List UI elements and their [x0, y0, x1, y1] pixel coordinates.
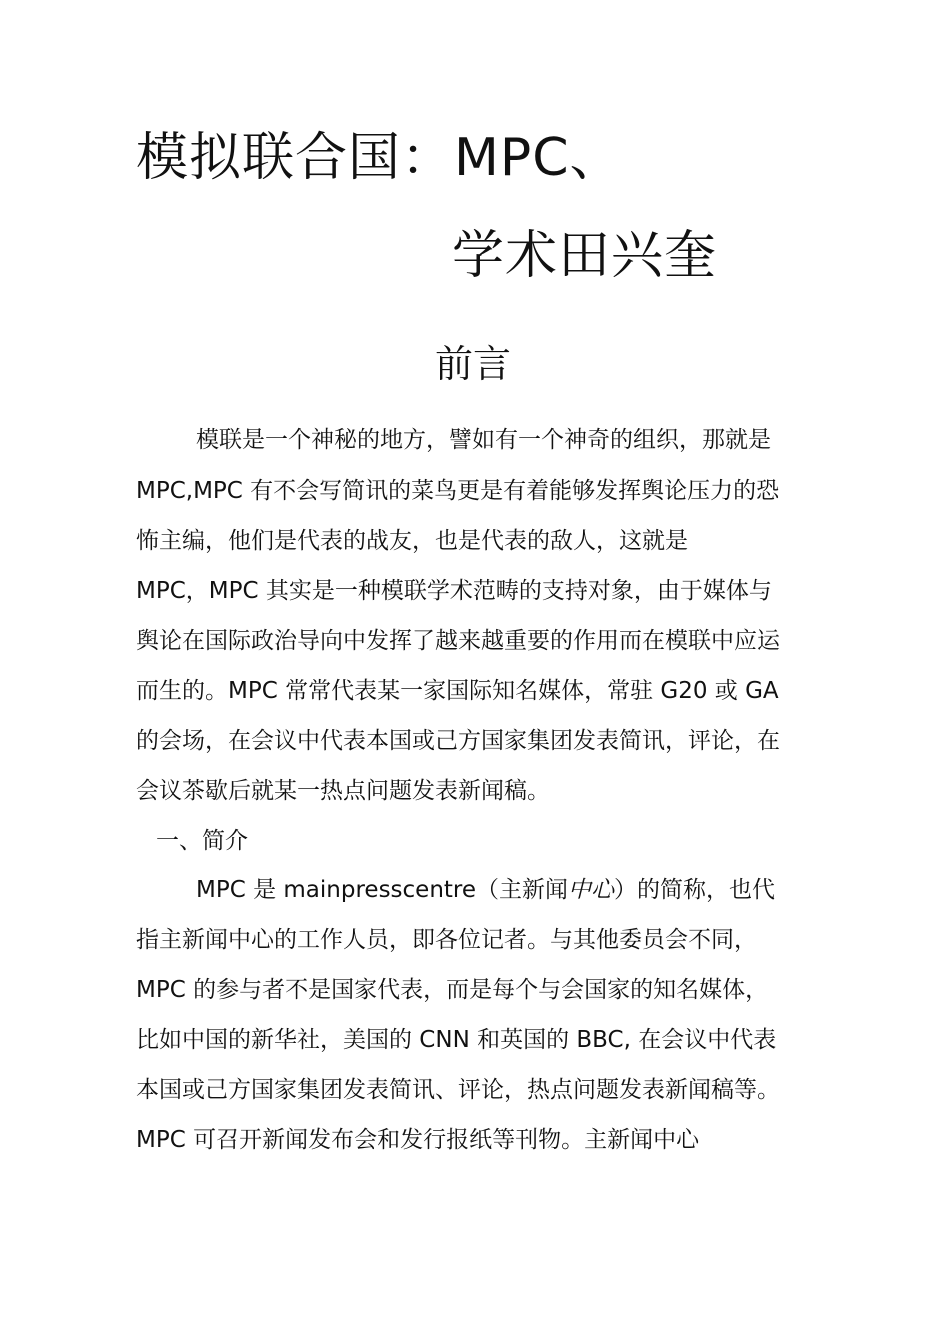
intro-line-5: 本国或己方国家集团发表简讯、评论，热点问题发表新闻稿等。: [136, 1077, 780, 1103]
intro-line-2: 指主新闻中心的工作人员，即各位记者。与其他委员会不同，: [136, 927, 757, 953]
preface-line-2: MPC,MPC 有不会写简讯的菜鸟更是有着能够发挥舆论压力的恐: [136, 478, 780, 504]
intro-line-1-emphasis: 中心: [568, 877, 615, 903]
intro-line-1-part-a: MPC 是 mainpresscentre（主新闻: [196, 877, 569, 903]
intro-line-6: MPC 可召开新闻发布会和发行报纸等刊物。主新闻中心: [136, 1127, 700, 1153]
intro-line-1: [196, 875, 775, 905]
section-1-title: 一、简介: [156, 828, 248, 854]
intro-line-4: 比如中国的新华社，美国的 CNN 和英国的 BBC, 在会议中代表: [136, 1027, 777, 1053]
preface-line-8: 会议茶歇后就某一热点问题发表新闻稿。: [136, 778, 550, 804]
document-title-line-1: 模拟联合国：MPC、: [136, 128, 623, 188]
intro-line-3: MPC 的参与者不是国家代表，而是每个与会国家的知名媒体，: [136, 977, 769, 1003]
preface-line-4: MPC，MPC 其实是一种模联学术范畴的支持对象，由于媒体与: [136, 578, 772, 604]
intro-line-1-part-b: ）的简称，也代: [614, 877, 776, 903]
preface-line-3: 怖主编，他们是代表的战友，也是代表的敌人，这就是: [136, 528, 688, 554]
preface-heading: 前言: [435, 342, 512, 386]
preface-line-7: 的会场，在会议中代表本国或己方国家集团发表简讯，评论，在: [136, 728, 780, 754]
preface-line-5: 舆论在国际政治导向中发挥了越来越重要的作用而在模联中应运: [136, 628, 780, 654]
document-title-line-2: 学术田兴奎: [452, 226, 718, 286]
preface-line-6: 而生的。MPC 常常代表某一家国际知名媒体，常驻 G20 或 GA: [136, 678, 779, 704]
preface-line-1: 模联是一个神秘的地方，譬如有一个神奇的组织，那就是: [196, 427, 771, 453]
